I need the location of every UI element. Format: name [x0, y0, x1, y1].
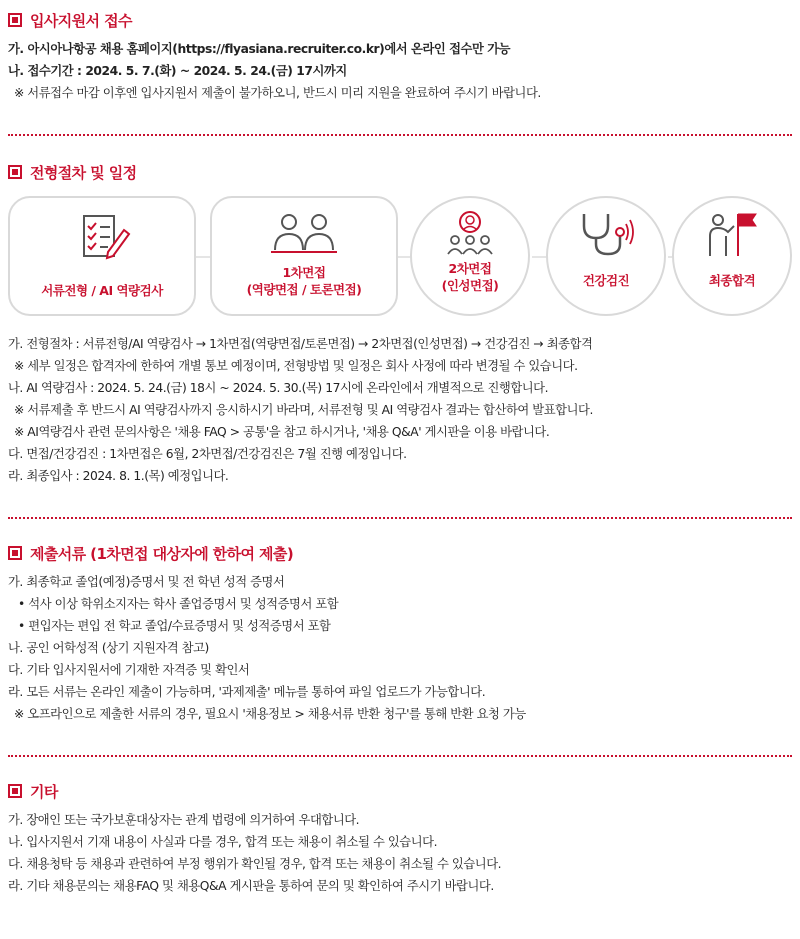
- text-line: 다. 기타 입사지원서에 기재한 자격증 및 확인서: [8, 663, 250, 677]
- note-line: ※ 세부 일정은 합격자에 한하여 개별 통보 예정이며, 전형방법 및 일정은 회사 사정에 따라 변경될 수 있습니다.: [14, 359, 578, 373]
- section-apply: [8, 8, 792, 104]
- text-line: 나. AI 역량검사 : 2024. 5. 24.(금) 18시 ~ 2024. 5. 30.(목) 17시에 온라인에서 개별적으로 진행합니다.: [8, 381, 549, 395]
- section-title-text: 기타: [30, 782, 58, 801]
- step-second-interview: [410, 196, 530, 316]
- text-line: 가. 장애인 또는 국가보훈대상자는 관계 법령에 의거하여 우대합니다.: [8, 813, 360, 827]
- text-line: 가. 최종학교 졸업(예정)증명서 및 전 학년 성적 증명서: [8, 575, 285, 589]
- dotted-divider: [8, 517, 792, 519]
- square-bullet-icon: [8, 13, 22, 27]
- step-label: 건강검진: [582, 273, 630, 288]
- text-line: 다. 채용청탁 등 채용과 관련하여 부정 행위가 확인될 경우, 합격 또는 채용이 취소될 수 있습니다.: [8, 857, 502, 871]
- note-line: ※ 서류접수 마감 이후엔 입사지원서 제출이 불가하오니, 반드시 미리 지원을 완료하여 주시기 바랍니다.: [14, 86, 541, 100]
- step-health-check: [546, 196, 666, 316]
- section-title-text: 전형절차 및 일정: [30, 163, 137, 182]
- step-label: 서류전형 / AI 역량검사: [41, 283, 163, 298]
- step-label: 최종합격: [708, 273, 756, 288]
- step-label: 1차면접: [282, 265, 326, 280]
- bullet-line: • 편입자는 편입 전 학교 졸업/수료증명서 및 성적증명서 포함: [18, 619, 331, 633]
- section-title: [8, 541, 792, 565]
- text-line: 라. 최종입사 : 2024. 8. 1.(목) 예정입니다.: [8, 469, 229, 483]
- text-line: 나. 입사지원서 기재 내용이 사실과 다를 경우, 합격 또는 채용이 취소될 수 있습니다.: [8, 835, 438, 849]
- note-line: ※ 오프라인으로 제출한 서류의 경우, 필요시 '채용정보 > 채용서류 반환 청구'를 통해 반환 요청 가능: [14, 707, 526, 721]
- section-title-text: 제출서류 (1차면접 대상자에 한하여 제출): [30, 544, 294, 563]
- step-final-pass: [672, 196, 792, 316]
- step-document-screening: [8, 196, 196, 316]
- square-bullet-icon: [8, 165, 22, 179]
- square-bullet-icon: [8, 784, 22, 798]
- step-first-interview: [210, 196, 398, 316]
- interview-people-icon: [269, 212, 339, 256]
- section-process: [8, 160, 792, 184]
- section-title: [8, 8, 792, 32]
- text-line: 가. 전형절차 : 서류전형/AI 역량검사 → 1차면접(역량면접/토론면접) → 2차면접(인성면접) → 건강검진 → 최종합격: [8, 337, 593, 351]
- text-line: 라. 모든 서류는 온라인 제출이 가능하며, '과제제출' 메뉴를 통하여 파일 업로드가 가능합니다.: [8, 685, 486, 699]
- step-sublabel: (인성면접): [441, 278, 499, 293]
- stethoscope-icon: [576, 210, 636, 258]
- section-etc: [8, 779, 792, 897]
- process-steps: [8, 196, 792, 320]
- section-title: [8, 779, 792, 803]
- square-bullet-icon: [8, 546, 22, 560]
- text-line: 다. 면접/건강검진 : 1차면접은 6월, 2차면접/건강검진은 7월 진행 예정입니다.: [8, 447, 407, 461]
- step-sublabel: (역량면접 / 토론면접): [246, 282, 362, 297]
- text-line: 가. 아시아나항공 채용 홈페이지(https://flyasiana.recruiter.co.kr)에서 온라인 접수만 가능: [8, 42, 511, 56]
- text-line: 라. 기타 채용문의는 채용FAQ 및 채용Q&A 게시판을 통하여 문의 및 확인하여 주시기 바랍니다.: [8, 879, 494, 893]
- document-pen-icon: [72, 212, 132, 262]
- bullet-line: • 석사 이상 학위소지자는 학사 졸업증명서 및 성적증명서 포함: [18, 597, 339, 611]
- section-title-text: 입사지원서 접수: [30, 11, 132, 30]
- text-line: 나. 공인 어학성적 (상기 지원자격 참고): [8, 641, 209, 655]
- note-line: ※ 서류제출 후 반드시 AI 역량검사까지 응시하시기 바라며, 서류전형 및 AI 역량검사 결과는 합산하여 발표합니다.: [14, 403, 593, 417]
- note-line: ※ AI역량검사 관련 문의사항은 '채용 FAQ > 공통'을 참고 하시거나, '채용 Q&A' 게시판을 이용 바랍니다.: [14, 425, 550, 439]
- process-details: [8, 333, 792, 487]
- step-label: 2차면접: [448, 261, 492, 276]
- dotted-divider: [8, 755, 792, 757]
- section-title: [8, 160, 792, 184]
- dotted-divider: [8, 134, 792, 136]
- connector-line: [194, 256, 210, 258]
- text-line: 나. 접수기간 : 2024. 5. 7.(화) ~ 2024. 5. 24.(금) 17시까지: [8, 64, 347, 78]
- group-interview-icon: [445, 210, 495, 256]
- section-documents: [8, 541, 792, 725]
- flag-person-icon: [702, 210, 762, 258]
